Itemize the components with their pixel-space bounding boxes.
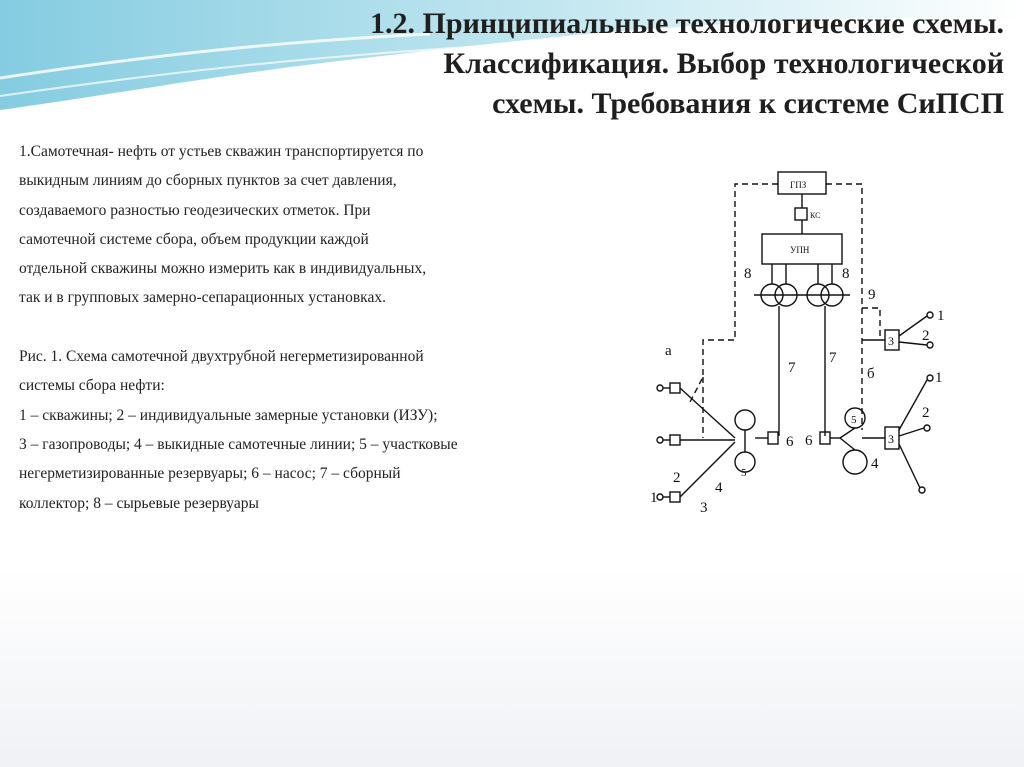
schema-figure (600, 140, 1010, 525)
caption-line: коллектор; 8 – сырьевые резервуары (19, 494, 259, 512)
label-7: 7 (829, 350, 837, 366)
label-3: 3 (888, 432, 894, 446)
label-5: 5 (741, 467, 747, 479)
label-9: 9 (868, 287, 876, 303)
label-2: 2 (673, 470, 681, 486)
title-line: Классификация. Выбор технологической (443, 47, 1004, 80)
label-b: б (867, 366, 875, 382)
label-4: 4 (871, 456, 879, 472)
paragraph-line: создаваемого разностью геодезических отметок. При (19, 201, 371, 219)
label-8: 8 (744, 266, 752, 282)
paragraph-line: выкидным линиям до сборных пунктов за счет давления, (19, 172, 397, 190)
label-4: 4 (715, 480, 723, 496)
label-7: 7 (788, 360, 796, 376)
caption-line: Рис. 1. Схема самотечной двухтрубной негерметизированной (19, 348, 424, 366)
caption-line: негерметизированные резервуары; 6 – насос; 7 – сборный (19, 465, 401, 483)
label-6: 6 (805, 433, 813, 449)
caption-line: 1 – скважины; 2 – индивидуальные замерные установки (ИЗУ); (19, 406, 438, 424)
label-8: 8 (842, 266, 850, 282)
paragraph-line: самотечной системе сбора, объем продукции каждой (19, 230, 369, 248)
slide-body (19, 137, 609, 518)
label-3: 3 (700, 500, 708, 516)
slide-title (124, 4, 1004, 124)
title-line: 1.2. Принципиальные технологические схемы. (370, 7, 1004, 40)
label-2: 2 (922, 328, 930, 344)
label-1: 1 (937, 308, 945, 324)
label-2: 2 (922, 405, 930, 421)
label-6: 6 (786, 434, 794, 450)
ks-label: КС (810, 211, 821, 220)
label-1: 1 (935, 370, 943, 386)
caption-line: 3 – газопроводы; 4 – выкидные самотечные линии; 5 – участковые (19, 435, 458, 453)
upn-label: УПН (790, 245, 810, 255)
label-1: 1 (650, 490, 658, 506)
paragraph-line: так и в групповых замерно-сепарационных установках. (19, 289, 386, 307)
paragraph-line: 1.Самотечная- нефть от устьев скважин транспортируется по (19, 143, 424, 160)
label-5: 5 (851, 414, 857, 426)
figure-background (600, 140, 1010, 525)
gpz-label: ГПЗ (790, 180, 807, 190)
caption-line: системы сбора нефти: (19, 377, 165, 395)
paragraph-line: отдельной скважины можно измерить как в индивидуальных, (19, 260, 427, 278)
title-line: схемы. Требования к системе СиПСП (492, 87, 1004, 120)
background-gradient (0, 567, 1024, 767)
label-a: а (665, 343, 672, 359)
label-3: 3 (888, 334, 894, 348)
